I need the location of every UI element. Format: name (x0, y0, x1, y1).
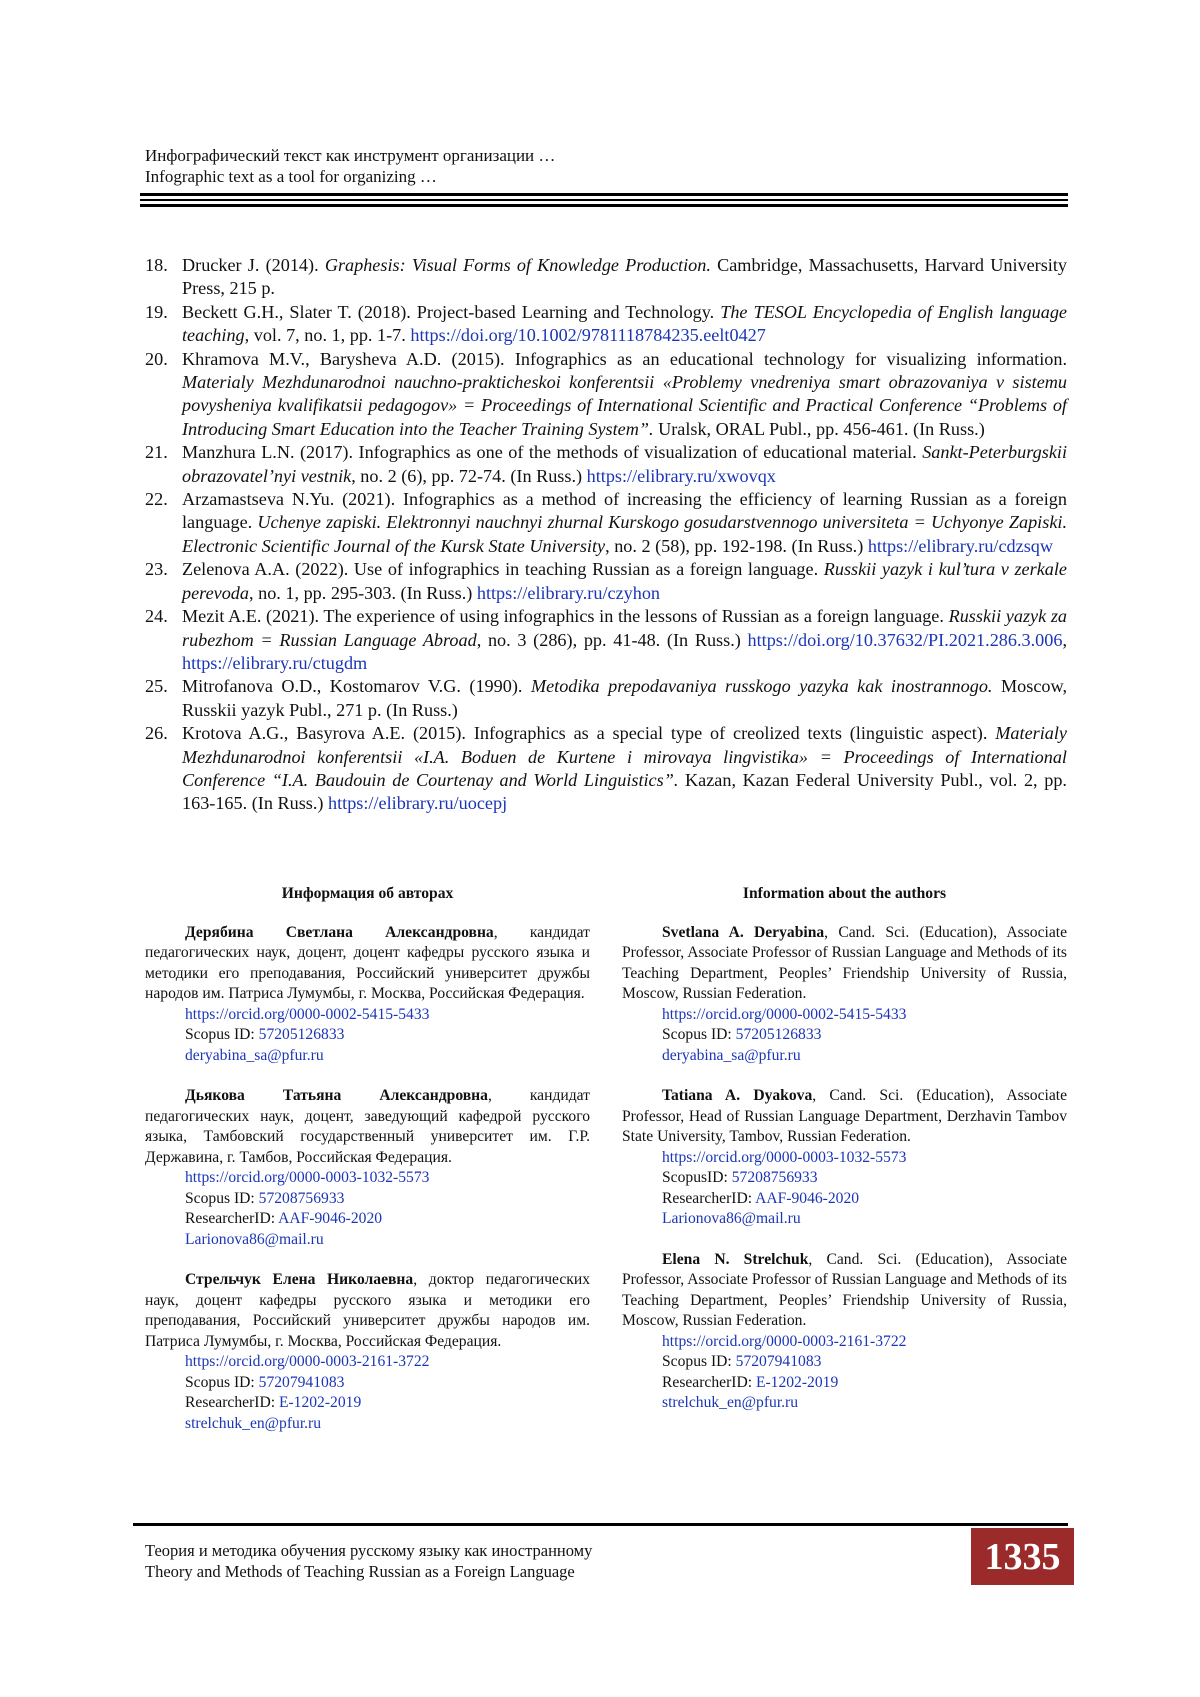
identifier-link[interactable]: https://orcid.org/0000-0002-5415-5433 (662, 1005, 907, 1023)
identifier-link[interactable]: strelchuk_en@pfur.ru (662, 1394, 799, 1411)
author-affiliation: , доктор педагогических наук, доцент кафедры русского языка и методики его преподавания, Российский университет дружбы народов им. Патриса Лумумбы, г. Москва, Российская Федерация. (145, 1271, 590, 1350)
reference-fragment: Uralsk, ORAL Publ., pp. 456-461. (In Russ.) (653, 418, 985, 439)
reference-fragment: Cambridge, Massachusetts, Harvard University Press, 215 p. (182, 255, 1067, 299)
reference-item (145, 441, 1067, 488)
author-identifiers (622, 1148, 1067, 1230)
identifier-line (185, 1373, 590, 1394)
identifier-link[interactable]: https://orcid.org/0000-0003-1032-5573 (185, 1169, 430, 1186)
reference-fragment: Arzamastseva N.Yu. (2021). Infographics as a method of increasing the efficiency of learning Russian as a foreign language. (182, 489, 1067, 533)
reference-item (145, 675, 1067, 722)
author-affiliation: , Cand. Sci. (Education), Associate Professor, Associate Professor of Russian Language and Methods of its Teaching Department, Peoples’ Friendship University of Russia, Moscow, Russian Federation. (622, 923, 1067, 1002)
identifier-label: Scopus ID: (185, 1026, 259, 1043)
reference-number: 23. (145, 559, 168, 580)
identifier-line (185, 1230, 590, 1251)
reference-link[interactable]: https://elibrary.ru/ctugdm (182, 652, 368, 673)
identifier-line (185, 1209, 590, 1230)
author-description (145, 1086, 590, 1168)
identifier-link[interactable]: https://orcid.org/0000-0002-5415-5433 (185, 1005, 430, 1023)
reference-text (182, 722, 1067, 816)
identifier-line (662, 1373, 1067, 1394)
author-identifiers (145, 1168, 590, 1250)
running-head (145, 145, 555, 187)
identifier-label: Scopus ID: (185, 1373, 259, 1391)
reference-fragment: Zelenova A.A. (2022). Use of infographics in teaching Russian as a foreign language. (182, 559, 824, 580)
identifier-line (185, 1168, 590, 1189)
header-rule-line (140, 199, 1068, 201)
reference-number: 19. (145, 301, 168, 322)
reference-source: Materialy Mezhdunarodnoi konferentsii «I.A. Boduen de Kurtene i mirovaya lingvistika» = Proceedings of International Conference “I.A. Baudouin de Courtenay and World Linguistics”. (182, 723, 1067, 790)
authors-section (145, 884, 1067, 1454)
identifier-link[interactable]: E-1202-2019 (755, 1373, 839, 1391)
identifier-link[interactable]: 57208756933 (258, 1189, 345, 1207)
reference-link[interactable]: https://elibrary.ru/uocepj (328, 793, 508, 814)
author-name: Tatiana A. Dyakova (662, 1087, 813, 1104)
reference-fragment: , no. 1, pp. 295-303. (In Russ.) (249, 582, 477, 603)
identifier-line (662, 1393, 1067, 1414)
reference-text (182, 254, 1067, 301)
reference-fragment: , no. 2 (6), pp. 72-74. (In Russ.) (351, 465, 587, 486)
running-head-ru: Инфографический текст как инструмент организации … (145, 146, 556, 165)
reference-source: Materialy Mezhdunarodnoi nauchno-prakticheskoi konferentsii «Problemy vnedreniya smart obrazovaniya v sistemu povysheniya kvalifikatsii pedagogov» = Proceedings of International Scientific and Practical Conference “Problems of Introducing Smart Education into the Teacher Training System”. (182, 372, 1067, 439)
author-identifiers (145, 1352, 590, 1434)
identifier-label: ResearcherID: (662, 1373, 756, 1391)
author-name: Стрельчук Елена Николаевна (185, 1271, 414, 1288)
authors-ru-column (145, 884, 590, 1454)
reference-text (182, 348, 1067, 442)
identifier-link[interactable]: 57205126833 (258, 1026, 345, 1043)
identifier-link[interactable]: deryabina_sa@pfur.ru (185, 1046, 324, 1064)
reference-source: Uchenye zapiski. Elektronnyi nauchnyi zhurnal Kurskogo gosudarstvennogo universiteta = Uchyonye Zapiski. Electronic Scientific Journal of the Kursk State University (182, 512, 1067, 556)
author-name: Elena N. Strelchuk (662, 1250, 809, 1268)
reference-item (145, 605, 1067, 675)
author-block (622, 1250, 1067, 1414)
footer-journal-en: Theory and Methods of Teaching Russian as a Foreign Language (145, 1562, 575, 1581)
running-head-en: Infographic text as a tool for organizing … (145, 167, 437, 186)
author-name: Svetlana A. Deryabina (662, 923, 825, 941)
footer-journal-ru: Теория и методика обучения русскому языку как иностранному (145, 1541, 593, 1560)
reference-text (182, 605, 1067, 675)
identifier-link[interactable]: Larionova86@mail.ru (185, 1230, 324, 1248)
identifier-line (662, 1352, 1067, 1373)
reference-text (182, 488, 1067, 558)
identifier-label: ResearcherID: (662, 1189, 756, 1207)
identifier-line (185, 1005, 590, 1026)
author-block (622, 1086, 1067, 1230)
reference-number: 20. (145, 348, 168, 369)
reference-fragment: , no. 3 (286), pp. 41-48. (In Russ.) (476, 629, 748, 650)
author-affiliation: , Cand. Sci. (Education), Associate Professor, Associate Professor of Russian Language and Methods of its Teaching Department, Peoples’ Friendship University of Russia, Moscow, Russian Federation. (622, 1250, 1067, 1329)
page-number: 1335 (971, 1528, 1074, 1585)
identifier-link[interactable]: 57208756933 (731, 1169, 818, 1186)
reference-text (182, 441, 1067, 488)
identifier-link[interactable]: 57205126833 (735, 1026, 822, 1043)
reference-source: Graphesis: Visual Forms of Knowledge Production. (324, 255, 711, 275)
reference-item (145, 488, 1067, 558)
reference-number: 22. (145, 489, 168, 510)
footer-rule (133, 1523, 1068, 1526)
reference-fragment: Beckett G.H., Slater T. (2018). Project-based Learning and Technology. (182, 301, 721, 322)
reference-fragment: Mitrofanova O.D., Kostomarov V.G. (1990). (182, 676, 531, 697)
reference-link[interactable]: https://doi.org/10.1002/9781118784235.eelt0427 (410, 325, 766, 346)
identifier-label: ResearcherID: (185, 1210, 279, 1227)
reference-number: 18. (145, 255, 168, 275)
authors-en-column (622, 884, 1067, 1454)
author-block (145, 1086, 590, 1250)
identifier-link[interactable]: 57207941083 (258, 1373, 345, 1391)
identifier-label: ScopusID: (662, 1169, 732, 1186)
author-description (145, 923, 590, 1005)
identifier-link[interactable]: AAF-9046-2020 (278, 1210, 383, 1227)
identifier-link[interactable]: E-1202-2019 (278, 1394, 362, 1411)
reference-source: Metodika prepodavaniya russkogo yazyka kak inostrannogo. (530, 676, 993, 697)
identifier-line (662, 1168, 1067, 1189)
footer-journal (145, 1540, 592, 1582)
identifier-link[interactable]: https://orcid.org/0000-0003-2161-3722 (185, 1353, 430, 1370)
reference-number: 24. (145, 606, 168, 627)
reference-item (145, 254, 1067, 301)
reference-link[interactable]: https://doi.org/10.37632/PI.2021.286.3.006 (747, 629, 1063, 650)
reference-fragment: Krotova A.G., Basyrova A.E. (2015). Infographics as a special type of creolized texts (linguistic aspect). (182, 723, 996, 744)
reference-fragment: Manzhura L.N. (2017). Infographics as one of the methods of visualization of educational material. (182, 442, 923, 463)
reference-fragment: Khramova M.V., Barysheva A.D. (2015). Infographics as an educational technology for visualizing information. (182, 348, 1067, 369)
identifier-link[interactable]: strelchuk_en@pfur.ru (185, 1414, 322, 1432)
authors-ru-list (145, 923, 590, 1435)
identifier-link[interactable]: https://orcid.org/0000-0003-2161-3722 (662, 1332, 907, 1350)
author-identifiers (145, 1005, 590, 1067)
reference-source: Sankt-Peterburgskii obrazovatel’nyi vestnik (182, 442, 1067, 486)
identifier-link[interactable]: AAF-9046-2020 (755, 1189, 860, 1207)
identifier-label: Scopus ID: (185, 1189, 259, 1207)
identifier-link[interactable]: 57207941083 (735, 1353, 822, 1370)
reference-text (182, 558, 1067, 605)
reference-item (145, 301, 1067, 348)
identifier-label: Scopus ID: (662, 1353, 736, 1370)
reference-number: 26. (145, 723, 168, 744)
reference-source: Russkii yazyk i kul’tura v zerkale perevoda (182, 559, 1067, 603)
identifier-label: Scopus ID: (662, 1026, 736, 1043)
reference-number: 25. (145, 676, 168, 697)
identifier-line (662, 1332, 1067, 1353)
author-description (145, 1270, 590, 1352)
author-block (145, 1270, 590, 1434)
author-affiliation: , кандидат педагогических наук, доцент, заведующий кафедрой русского языка, Тамбовский государственный университет им. Г.Р. Державина, г. Тамбов, Российская Федерация. (145, 1087, 590, 1166)
header-rule (140, 193, 1068, 210)
identifier-line (662, 1025, 1067, 1046)
author-affiliation: , Cand. Sci. (Education), Associate Professor, Head of Russian Language Department, Derzhavin Tambov State University, Tambov, Russian Federation. (622, 1087, 1067, 1145)
identifier-label: ResearcherID: (185, 1394, 279, 1411)
reference-fragment: Mezit A.E. (2021). The experience of using infographics in the lessons of Russian as a foreign language. (182, 606, 949, 627)
author-description (622, 923, 1067, 1005)
author-identifiers (622, 1332, 1067, 1414)
author-name: Дерябина Светлана Александровна (185, 923, 494, 941)
reference-item (145, 722, 1067, 816)
reference-fragment: Moscow, Russkii yazyk Publ., 271 p. (In Russ.) (182, 676, 1067, 720)
reference-item (145, 558, 1067, 605)
author-block (622, 923, 1067, 1067)
identifier-line (662, 1189, 1067, 1210)
header-rule-line (140, 204, 1068, 207)
identifier-line (185, 1189, 590, 1210)
author-affiliation: , кандидат педагогических наук, доцент, доцент кафедры русского языка и методики его преподавания, Российский университет дружбы народов им. Патриса Лумумбы, г. Москва, Российская Федерация. (145, 923, 590, 1002)
reference-link[interactable]: https://elibrary.ru/xwovqx (586, 465, 776, 486)
reference-item (145, 348, 1067, 442)
identifier-line (662, 1005, 1067, 1026)
author-identifiers (622, 1005, 1067, 1067)
authors-en-list (622, 923, 1067, 1414)
author-block (145, 923, 590, 1067)
reference-fragment: Kazan, Kazan Federal University Publ., vol. 2, pp. 163-165. (In Russ.) (182, 769, 1067, 814)
author-description (622, 1086, 1067, 1148)
reference-number: 21. (145, 442, 168, 463)
reference-fragment: Drucker J. (2014). (182, 255, 325, 275)
header-rule-line (140, 193, 1068, 196)
author-description (622, 1250, 1067, 1332)
identifier-line (662, 1046, 1067, 1067)
author-name: Дьякова Татьяна Александровна (185, 1087, 488, 1104)
identifier-line (185, 1025, 590, 1046)
reference-fragment: , no. 2 (58), pp. 192-198. (In Russ.) (605, 535, 868, 556)
reference-link[interactable]: https://elibrary.ru/czyhon (476, 582, 661, 603)
reference-source: Russkii yazyk za rubezhom = Russian Language Abroad (182, 606, 1067, 650)
identifier-line (185, 1046, 590, 1067)
reference-text (182, 675, 1067, 722)
identifier-link[interactable]: deryabina_sa@pfur.ru (662, 1046, 801, 1064)
identifier-link[interactable]: https://orcid.org/0000-0003-1032-5573 (662, 1148, 907, 1166)
reference-source: The TESOL Encyclopedia of English language teaching (182, 301, 1068, 346)
reference-list (145, 254, 1067, 816)
reference-text (182, 301, 1067, 348)
identifier-line (185, 1393, 590, 1414)
reference-link[interactable]: https://elibrary.ru/cdzsqw (867, 535, 1054, 556)
identifier-line (185, 1414, 590, 1435)
authors-ru-title: Информация об авторах (281, 885, 454, 902)
identifier-line (662, 1209, 1067, 1230)
identifier-line (662, 1148, 1067, 1169)
reference-fragment: , (1062, 629, 1067, 650)
reference-fragment: , vol. 7, no. 1, pp. 1-7. (244, 325, 411, 346)
identifier-line (185, 1352, 590, 1373)
authors-en-title: Information about the authors (742, 885, 947, 902)
identifier-link[interactable]: Larionova86@mail.ru (662, 1210, 801, 1227)
